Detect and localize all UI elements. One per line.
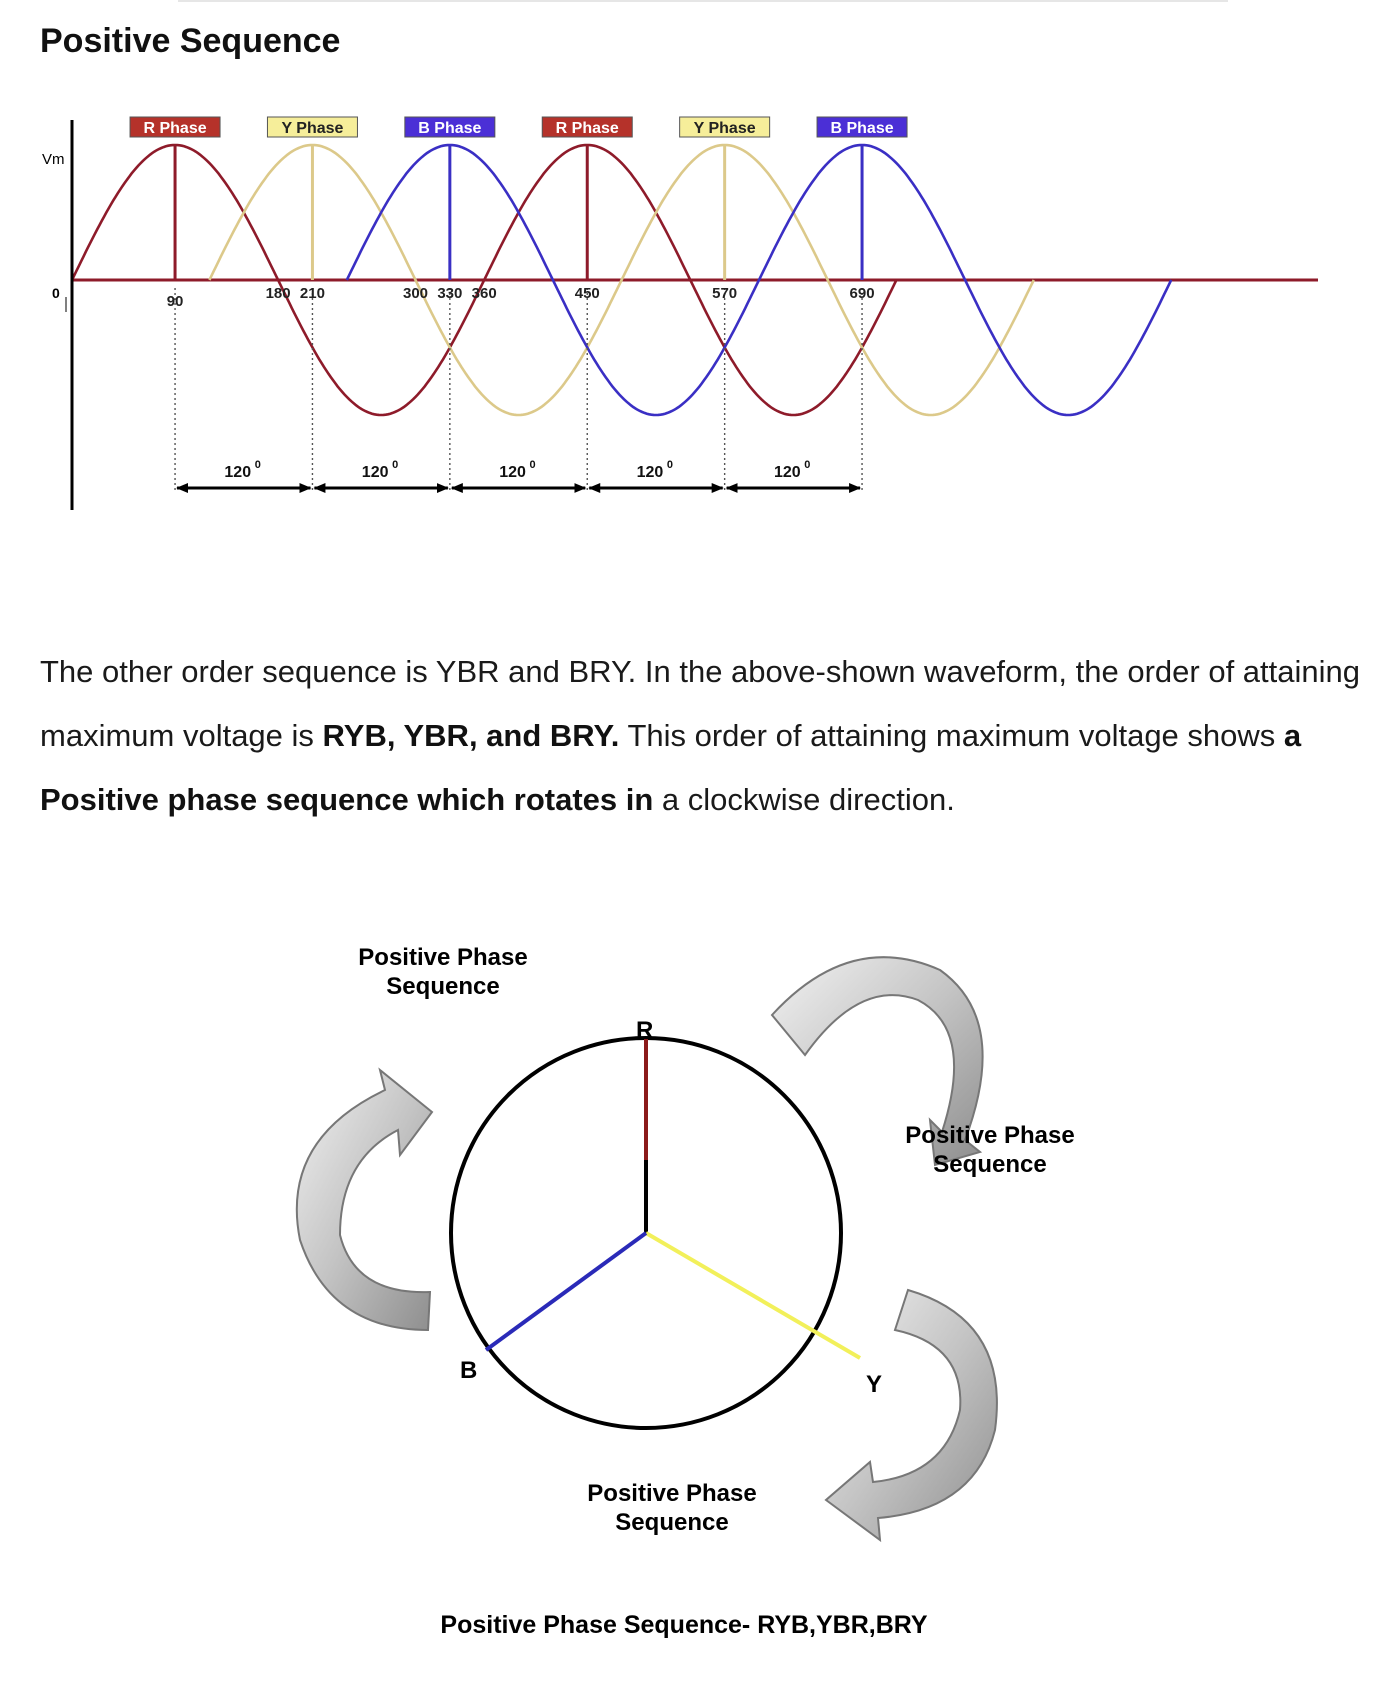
phasor-label-r: R bbox=[636, 1017, 654, 1044]
top-divider bbox=[178, 0, 1228, 2]
diagram-background bbox=[280, 890, 1110, 1670]
arrow-caption-right-line2: Sequence bbox=[933, 1151, 1047, 1178]
angle-label: 570 bbox=[712, 285, 738, 302]
arrow-caption-left-line1: Positive Phase bbox=[358, 944, 528, 971]
phase-label: Y Phase bbox=[281, 120, 344, 137]
paragraph-text-1: The other order sequence is YBR and BRY. In the above-shown waveform, the order of attaining maximum voltage is bbox=[40, 654, 1361, 753]
arrow-caption-left-line2: Sequence bbox=[386, 973, 500, 1000]
paragraph-text-3: a clockwise direction. bbox=[653, 782, 955, 817]
spacing-label: 120 bbox=[361, 464, 389, 481]
phase-label: R Phase bbox=[143, 120, 207, 137]
phase-label: B Phase bbox=[830, 120, 894, 137]
phasor-rotation-diagram bbox=[0, 890, 1390, 1670]
arrow-caption-right-line1: Positive Phase bbox=[905, 1122, 1075, 1149]
angle-label: 180 bbox=[265, 285, 291, 302]
section-heading: Positive Sequence bbox=[40, 22, 341, 60]
explanation-paragraph bbox=[40, 640, 1360, 832]
spacing-label-degree: 0 bbox=[254, 459, 261, 471]
spacing-label-degree: 0 bbox=[666, 459, 674, 471]
paragraph-bold-2: a Positive phase sequence which rotates in bbox=[40, 718, 1302, 817]
angle-label: 690 bbox=[849, 285, 875, 302]
phase-label: R Phase bbox=[555, 120, 619, 137]
spacing-label-degree: 0 bbox=[529, 459, 536, 471]
spacing-label: 120 bbox=[636, 464, 664, 481]
paragraph-bold-1: RYB, YBR, and BRY. bbox=[322, 718, 620, 753]
arrow-caption-bottom-line1: Positive Phase bbox=[587, 1480, 757, 1507]
phase-label: Y Phase bbox=[693, 120, 756, 137]
phasor-label-y: Y bbox=[866, 1371, 883, 1398]
phase-label: B Phase bbox=[418, 120, 482, 137]
angle-label: 90 bbox=[166, 293, 184, 310]
diagram-caption: Positive Phase Sequence- RYB,YBR,BRY bbox=[440, 1611, 928, 1639]
angle-label: 210 bbox=[299, 285, 325, 302]
angle-label: 450 bbox=[574, 285, 600, 302]
spacing-label: 120 bbox=[773, 464, 801, 481]
arrow-caption-bottom-line2: Sequence bbox=[615, 1509, 729, 1536]
phasor-label-b: B bbox=[460, 1357, 478, 1384]
three-phase-waveform-diagram bbox=[0, 100, 1390, 530]
spacing-label-degree: 0 bbox=[804, 459, 811, 471]
angle-label: 360 bbox=[471, 285, 497, 302]
angle-label: 330 bbox=[437, 285, 463, 302]
spacing-label: 120 bbox=[499, 464, 526, 481]
angle-label: 300 bbox=[402, 285, 429, 302]
spacing-label: 120 bbox=[224, 464, 252, 481]
y-label-vm: Vm bbox=[42, 151, 65, 168]
spacing-label-degree: 0 bbox=[392, 459, 399, 471]
paragraph-text-2: This order of attaining maximum voltage shows bbox=[619, 718, 1284, 753]
y-label-zero: 0 bbox=[52, 285, 60, 301]
